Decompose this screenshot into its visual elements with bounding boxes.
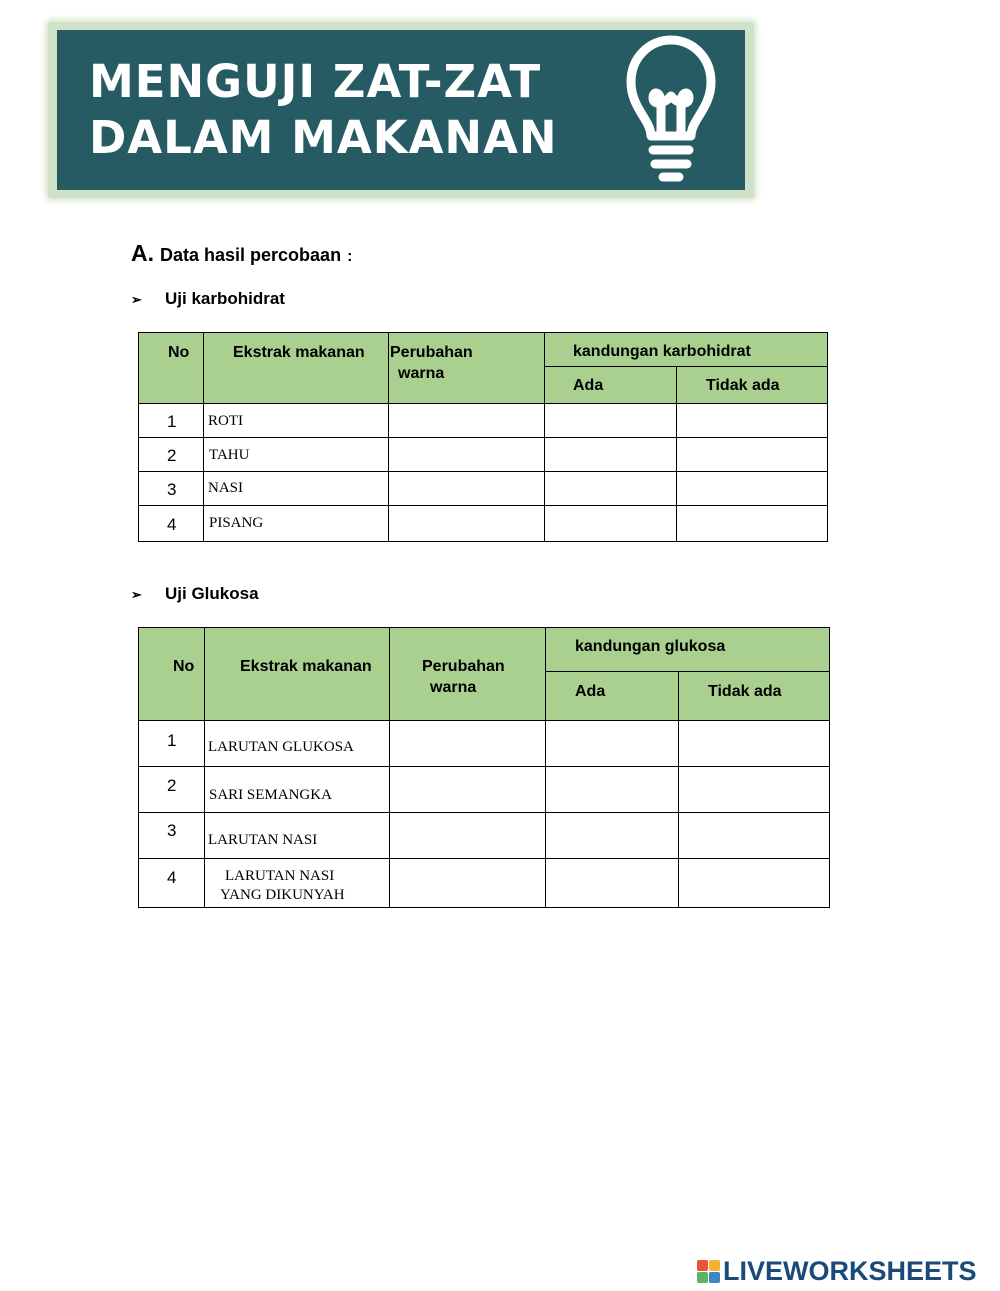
header-no: No bbox=[139, 628, 205, 721]
row-number: 1 bbox=[139, 404, 204, 438]
row-number: 4 bbox=[139, 506, 204, 542]
ada-input[interactable] bbox=[546, 721, 679, 767]
header-tidak-ada: Tidak ada bbox=[677, 367, 828, 404]
liveworksheets-logo bbox=[697, 1255, 977, 1286]
tidak-ada-input[interactable] bbox=[679, 859, 830, 908]
perubahan-warna-input[interactable] bbox=[389, 472, 545, 506]
ada-input[interactable] bbox=[545, 438, 677, 472]
perubahan-warna-input[interactable] bbox=[390, 767, 546, 813]
header-kandungan: kandungan glukosa bbox=[546, 628, 830, 672]
tidak-ada-input[interactable] bbox=[677, 506, 828, 542]
ada-input[interactable] bbox=[545, 404, 677, 438]
section-title: Data hasil percobaan bbox=[160, 245, 342, 265]
row-number: 1 bbox=[139, 721, 205, 767]
page-title bbox=[89, 54, 558, 166]
table-row bbox=[139, 404, 828, 438]
row-number: 2 bbox=[139, 767, 205, 813]
title-line-2: DALAM MAKANAN bbox=[89, 111, 558, 164]
section-letter: A. bbox=[131, 240, 154, 266]
title-banner bbox=[57, 30, 745, 190]
section-a-heading bbox=[131, 240, 352, 267]
ada-input[interactable] bbox=[546, 767, 679, 813]
food-name: LARUTAN NASI YANG DIKUNYAH bbox=[205, 859, 390, 908]
ada-input[interactable] bbox=[545, 472, 677, 506]
tidak-ada-input[interactable] bbox=[677, 404, 828, 438]
header-perubahan: Perubahan warna bbox=[389, 333, 545, 404]
header-ekstrak: Ekstrak makanan bbox=[204, 333, 389, 404]
uji-karbohidrat-label: Uji karbohidrat bbox=[165, 289, 285, 308]
bullet-arrow-icon: ➢ bbox=[131, 587, 142, 602]
ada-input[interactable] bbox=[546, 813, 679, 859]
food-name: LARUTAN NASI bbox=[205, 813, 390, 859]
ada-input[interactable] bbox=[545, 506, 677, 542]
lightbulb-icon bbox=[619, 32, 723, 184]
logo-square-v bbox=[697, 1272, 708, 1283]
brand-name: LIVEWORKSHEETS bbox=[723, 1255, 977, 1286]
food-name: NASI bbox=[204, 472, 389, 506]
uji-karbohidrat-heading bbox=[131, 289, 285, 309]
table-row bbox=[139, 506, 828, 542]
header-ada: Ada bbox=[546, 672, 679, 721]
perubahan-warna-input[interactable] bbox=[389, 506, 545, 542]
tidak-ada-input[interactable] bbox=[679, 767, 830, 813]
logo-mark-icon bbox=[697, 1260, 720, 1283]
tidak-ada-input[interactable] bbox=[677, 438, 828, 472]
perubahan-warna-input[interactable] bbox=[390, 721, 546, 767]
title-line-1: MENGUJI ZAT-ZAT bbox=[89, 55, 542, 108]
perubahan-warna-input[interactable] bbox=[389, 404, 545, 438]
header-ada: Ada bbox=[545, 367, 677, 404]
header-no: No bbox=[139, 333, 204, 404]
table-row bbox=[139, 767, 830, 813]
table-row bbox=[139, 859, 830, 908]
row-number: 3 bbox=[139, 472, 204, 506]
header-ekstrak: Ekstrak makanan bbox=[205, 628, 390, 721]
food-name: SARI SEMANGKA bbox=[205, 767, 390, 813]
section-colon: : bbox=[347, 248, 353, 265]
table-row bbox=[139, 438, 828, 472]
bullet-arrow-icon: ➢ bbox=[131, 292, 142, 307]
tidak-ada-input[interactable] bbox=[677, 472, 828, 506]
food-name: TAHU bbox=[204, 438, 389, 472]
row-number: 4 bbox=[139, 859, 205, 908]
tidak-ada-input[interactable] bbox=[679, 813, 830, 859]
logo-square-i bbox=[709, 1260, 720, 1271]
perubahan-warna-input[interactable] bbox=[389, 438, 545, 472]
logo-square-e bbox=[709, 1272, 720, 1283]
header-tidak-ada: Tidak ada bbox=[679, 672, 830, 721]
ada-input[interactable] bbox=[546, 859, 679, 908]
glukosa-table bbox=[138, 627, 830, 908]
logo-square-l bbox=[697, 1260, 708, 1271]
food-name: LARUTAN GLUKOSA bbox=[205, 721, 390, 767]
table-row bbox=[139, 813, 830, 859]
tidak-ada-input[interactable] bbox=[679, 721, 830, 767]
table-row bbox=[139, 721, 830, 767]
food-name: PISANG bbox=[204, 506, 389, 542]
perubahan-warna-input[interactable] bbox=[390, 813, 546, 859]
header-kandungan: kandungan karbohidrat bbox=[545, 333, 828, 367]
food-name: ROTI bbox=[204, 404, 389, 438]
uji-glukosa-label: Uji Glukosa bbox=[165, 584, 259, 603]
karbohidrat-table bbox=[138, 332, 828, 542]
row-number: 3 bbox=[139, 813, 205, 859]
uji-glukosa-heading bbox=[131, 584, 259, 604]
table-row bbox=[139, 472, 828, 506]
row-number: 2 bbox=[139, 438, 204, 472]
header-perubahan: Perubahan warna bbox=[390, 628, 546, 721]
perubahan-warna-input[interactable] bbox=[390, 859, 546, 908]
